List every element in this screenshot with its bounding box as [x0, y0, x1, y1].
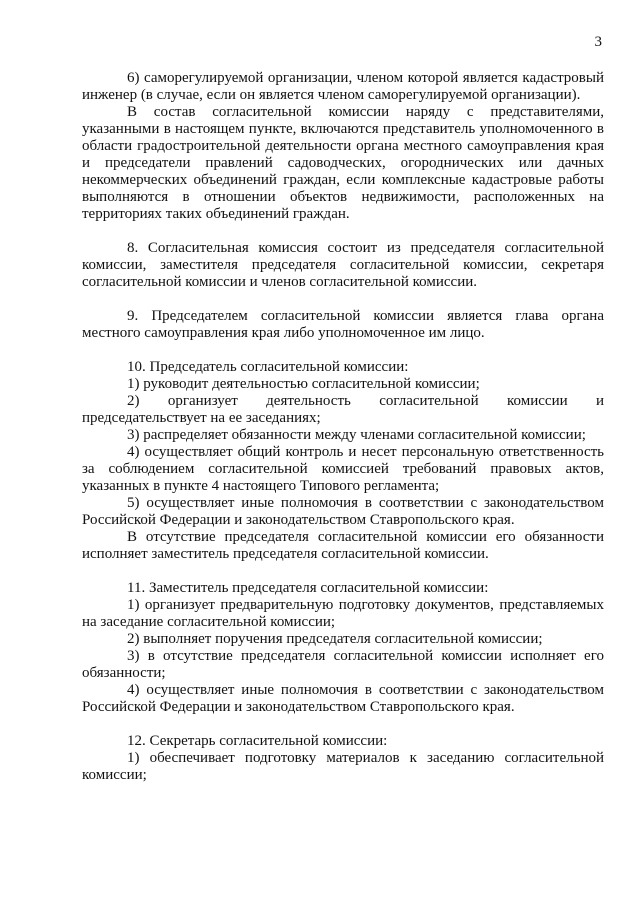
paragraph: 10. Председатель согласительной комиссии: [127, 359, 409, 375]
paragraph: В состав согласительной комиссии наряду с представителями, указанными в настоящем пункте, включаются представитель уполномоченного в области градостроительной деятельности органа местного самоуправления края и председатели правлений садоводческих, огороднических или дачных некоммерческих объединений граждан, если комплексные кадастровые работы выполняются в отношении объектов недвижимости, расположенных на территориях таких объединений граждан. [82, 104, 604, 222]
paragraph: 5) осуществляет иные полномочия в соответствии с законодательством Российской Федерации и законодательством Ставропольского края. [82, 495, 604, 528]
page-number: 3 [594, 34, 602, 50]
paragraph-gap [82, 563, 604, 580]
paragraph-gap [82, 342, 604, 359]
paragraph: 3) в отсутствие председателя согласительной комиссии исполняет его обязанности; [82, 648, 604, 681]
paragraph: 3) распределяет обязанности между членами согласительной комиссии; [127, 427, 586, 443]
paragraph: 1) организует предварительную подготовку документов, представляемых на заседание согласительной комиссии; [82, 597, 604, 630]
paragraph: 1) обеспечивает подготовку материалов к заседанию согласительной комиссии; [82, 750, 604, 783]
paragraph: 2) организует деятельность согласительной комиссии и председательствует на ее заседаниях; [82, 393, 604, 426]
paragraph-gap [82, 223, 604, 240]
paragraph: 12. Секретарь согласительной комиссии: [127, 733, 388, 749]
paragraph: 6) саморегулируемой организации, членом которой является кадастровый инженер (в случае, если он является членом саморегулируемой организации). [82, 70, 604, 103]
paragraph-gap [82, 291, 604, 308]
paragraph: В отсутствие председателя согласительной комиссии его обязанности исполняет заместитель председателя согласительной комиссии. [82, 529, 604, 562]
paragraph-gap [82, 716, 604, 733]
paragraph: 9. Председателем согласительной комиссии является глава органа местного самоуправления края либо уполномоченное им лицо. [82, 308, 604, 341]
paragraph: 2) выполняет поручения председателя согласительной комиссии; [127, 631, 543, 647]
paragraph: 8. Согласительная комиссия состоит из председателя согласительной комиссии, заместителя председателя согласительной комиссии, секретаря согласительной комиссии и членов согласительной комиссии. [82, 240, 604, 290]
paragraph: 11. Заместитель председателя согласительной комиссии: [127, 580, 489, 596]
paragraph: 1) руководит деятельностью согласительной комиссии; [127, 376, 480, 392]
paragraph: 4) осуществляет общий контроль и несет персональную ответственность за соблюдением согласительной комиссией требований правовых актов, указанных в пункте 4 настоящего Типового регламента; [82, 444, 604, 494]
paragraph: 4) осуществляет иные полномочия в соответствии с законодательством Российской Федерации и законодательством Ставропольского края. [82, 682, 604, 715]
document-body [82, 70, 604, 784]
